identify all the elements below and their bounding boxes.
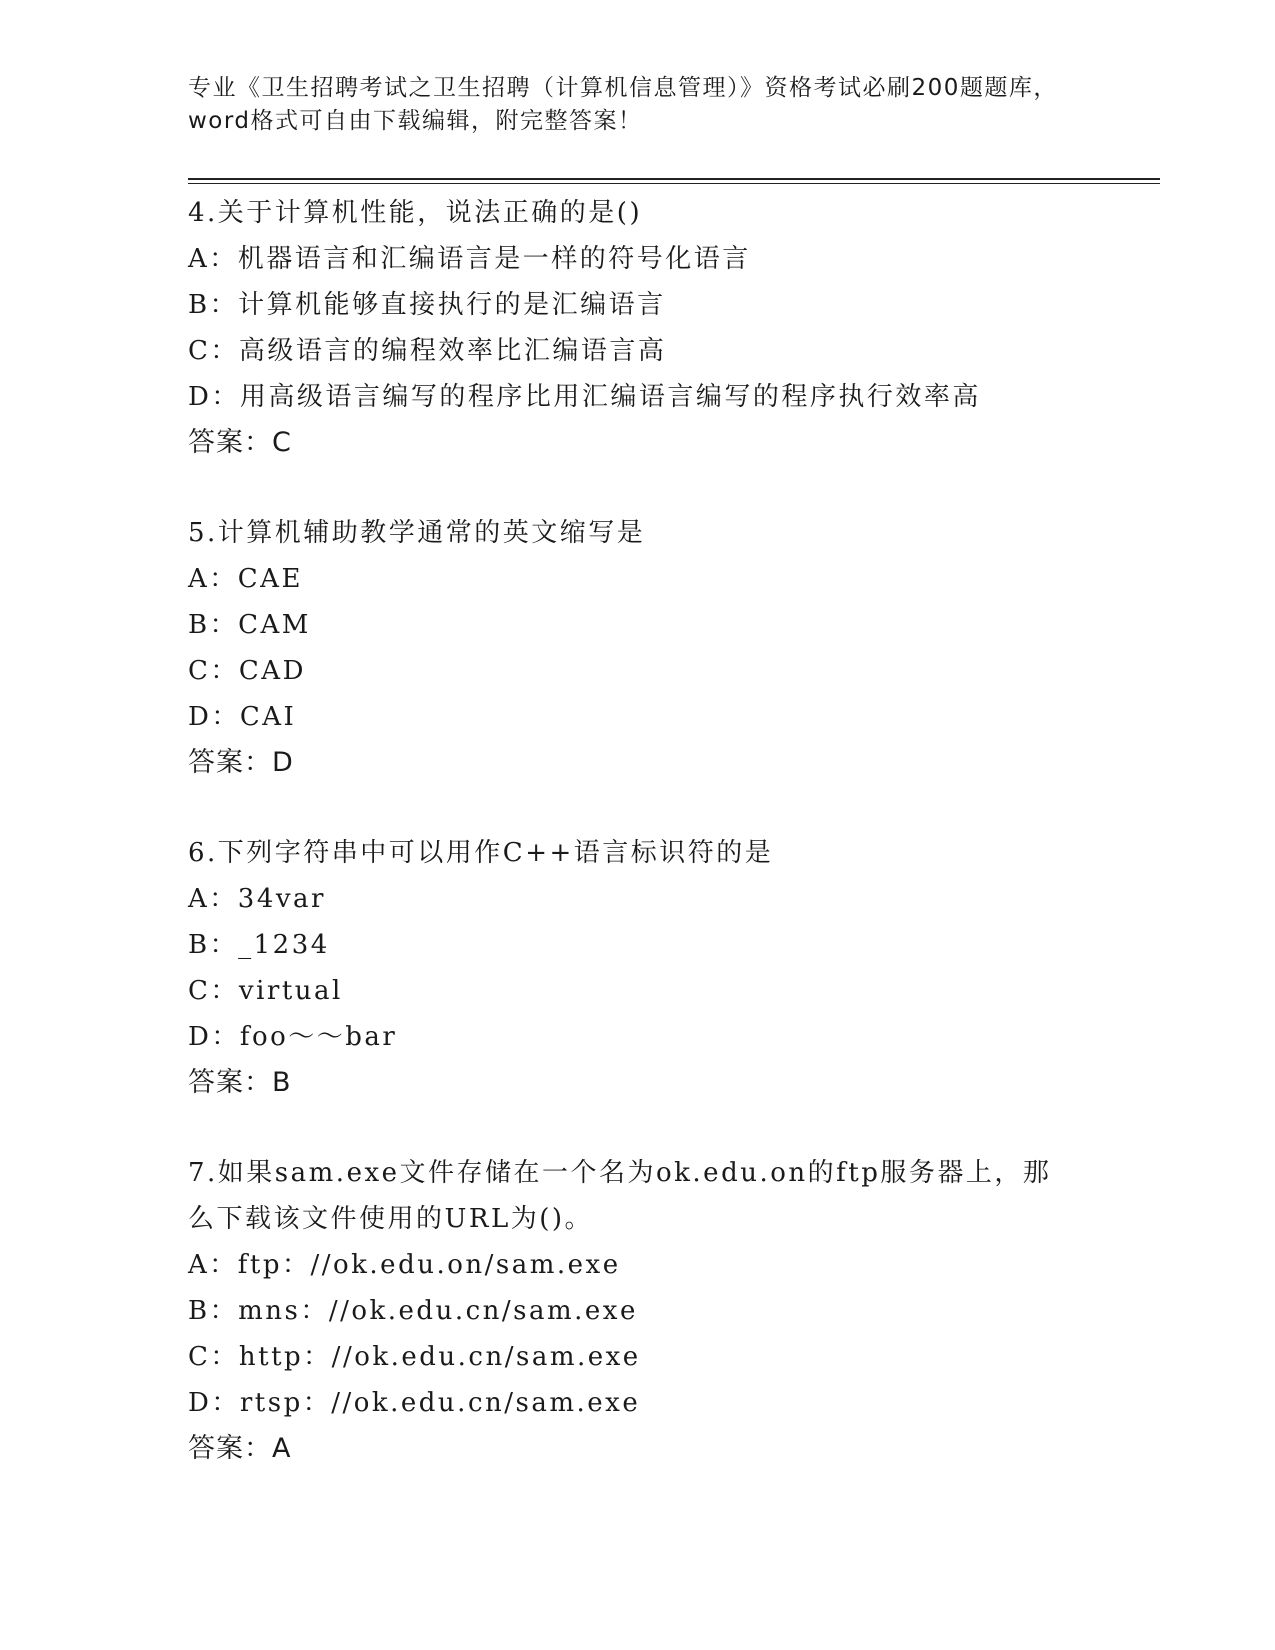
spacer (188, 786, 1088, 830)
question-text: 6.下列字符串中可以用作C++语言标识符的是 (188, 838, 774, 868)
option-b: B：CAM (188, 610, 311, 640)
option-c: C：virtual (188, 976, 343, 1006)
header-line-2: word格式可自由下载编辑，附完整答案！ (188, 108, 643, 134)
option-a: A：34var (188, 884, 326, 914)
question-4 (188, 190, 1088, 466)
option-c: C：高级语言的编程效率比汇编语言高 (188, 336, 667, 366)
option-d: D：CAI (188, 702, 297, 732)
option-b: B：_1234 (188, 930, 330, 960)
question-text-line-2: 么下载该文件使用的URL为()。 (188, 1204, 594, 1234)
question-text-line-1: 7.如果sam.exe文件存储在一个名为ok.edu.on的ftp服务器上，那 (188, 1158, 1052, 1188)
option-c: C：CAD (188, 656, 306, 686)
answer: 答案：C (188, 427, 292, 458)
question-text: 5.计算机辅助教学通常的英文缩写是 (188, 518, 646, 548)
answer: 答案：D (188, 747, 294, 778)
answer: 答案：A (188, 1433, 292, 1464)
option-d: D：用高级语言编写的程序比用汇编语言编写的程序执行效率高 (188, 382, 981, 412)
option-a: A：ftp：//ok.edu.on/sam.exe (188, 1250, 621, 1280)
question-6 (188, 830, 1088, 1106)
header-line-1: 专业《卫生招聘考试之卫生招聘（计算机信息管理）》资格考试必刷200题题库， (188, 75, 1058, 101)
question-7 (188, 1150, 1088, 1472)
option-b: B：mns：//ok.edu.cn/sam.exe (188, 1296, 638, 1326)
answer: 答案：B (188, 1067, 292, 1098)
header-divider-thin (188, 183, 1160, 184)
option-d: D：rtsp：//ok.edu.cn/sam.exe (188, 1388, 641, 1418)
document-header (188, 72, 1088, 138)
option-c: C：http：//ok.edu.cn/sam.exe (188, 1342, 641, 1372)
question-list (188, 190, 1088, 1472)
spacer (188, 466, 1088, 510)
question-text: 4.关于计算机性能，说法正确的是() (188, 198, 643, 228)
option-a: A：机器语言和汇编语言是一样的符号化语言 (188, 244, 751, 274)
question-5 (188, 510, 1088, 786)
option-b: B：计算机能够直接执行的是汇编语言 (188, 290, 666, 320)
option-d: D：foo～～bar (188, 1022, 398, 1052)
option-a: A：CAE (188, 564, 303, 594)
spacer (188, 1106, 1088, 1150)
header-divider-thick (188, 178, 1160, 180)
